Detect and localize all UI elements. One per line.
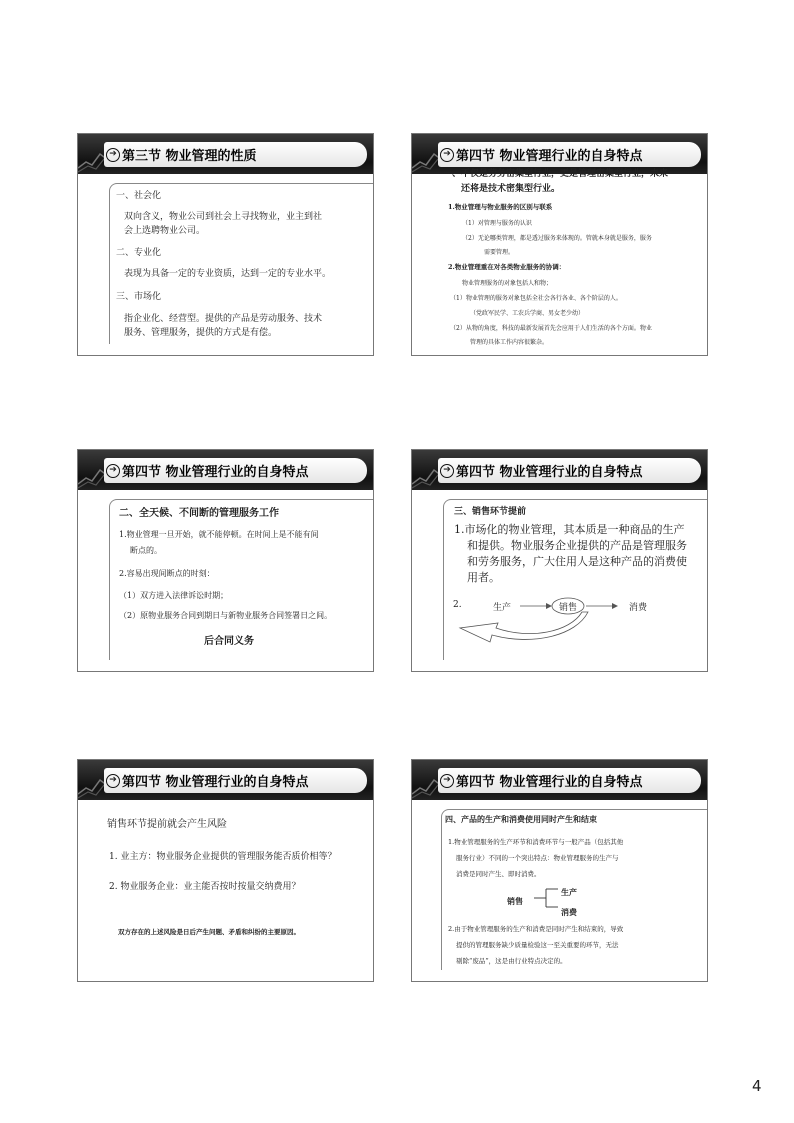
slide-title: 第四节 物业管理行业的自身特点: [122, 775, 309, 790]
body-text: （1）物业管理的服务对象包括全社会各行各业、各个阶层的人。: [450, 295, 622, 302]
body-text: 和提供。物业服务企业提供的产品是管理服务: [467, 539, 687, 552]
slide-header: [412, 450, 707, 490]
page-number: 4: [752, 1077, 762, 1095]
body-text: 消费是同时产生、即时消费。: [456, 870, 541, 878]
heading: 二、专业化: [116, 248, 162, 258]
body-text: 会上选聘物业公司。: [124, 226, 206, 236]
body-text: （1）对管理与服务的认识: [462, 220, 532, 227]
subheading: 1.物业管理与物业服务的区别与联系: [448, 203, 553, 211]
heading: 销售环节提前就会产生风险: [107, 819, 227, 830]
slide-header: [78, 134, 373, 174]
slide-header: [78, 760, 373, 800]
arrow-right-icon: ➔: [106, 774, 120, 788]
body-text: 表现为具备一定的专业资质，达到一定的专业水平。: [124, 269, 332, 279]
title-bar: [438, 768, 701, 793]
emphasis-text: 双方存在的上述风险是日后产生问题、矛盾和纠纷的主要原因。: [118, 928, 300, 936]
title-bar: [104, 142, 367, 167]
body-text: 1. 业主方：物业服务企业提供的管理服务能否质价相等？: [109, 852, 337, 862]
body-text: 物业管理服务的对象包括人和物；: [462, 280, 553, 287]
body-text: 提供的管理服务缺少质量检验这一至关重要的环节，无法: [456, 941, 619, 949]
heading: 还将是技术密集型行业。: [461, 184, 561, 194]
diagram-node-sales: 销售: [559, 603, 578, 613]
heading: 一、不仅是劳务密集型行业，更是管理密集型行业，未来: [443, 169, 669, 179]
slide-title: 第四节 物业管理行业的自身特点: [456, 775, 643, 790]
arrow-right-icon: ➔: [440, 464, 454, 478]
slide-1: [77, 133, 374, 356]
body-text: 剔除“废品”，这是由行业特点决定的。: [456, 957, 567, 965]
slide-title: 第四节 物业管理行业的自身特点: [456, 465, 643, 480]
body-text: （2）原物业服务合同到期日与新物业服务合同签署日之间。: [119, 611, 333, 620]
diagram-node-consumption: 消费: [561, 907, 577, 917]
subheading: 2.物业管理重在对各类物业服务的协调：: [448, 263, 566, 271]
emphasis-text: 后合同义务: [204, 636, 254, 647]
heading: 一、社会化: [116, 191, 162, 201]
body-text: 2.容易出现间断点的时刻：: [119, 569, 215, 578]
heading: 三、市场化: [116, 292, 162, 302]
body-text: （1）双方进入法律诉讼时期；: [119, 591, 229, 600]
body-text: 需要管理。: [484, 249, 515, 256]
diagram-node-production: 生产: [561, 887, 577, 897]
diagram-number: 2.: [453, 600, 462, 610]
slide-title: 第四节 物业管理行业的自身特点: [456, 149, 643, 164]
body-text: （2）无论哪类管理，都是透过服务来体现的。管就本身就是服务，服务: [462, 235, 652, 242]
diagram-node-consumption: 消费: [629, 603, 648, 613]
arrow-right-icon: ➔: [440, 774, 454, 788]
slide-5: [77, 759, 374, 982]
body-text: 2.由于物业管理服务的生产和消费是同时产生和结束的，导致: [448, 925, 624, 933]
heading: 二、全天候、不间断的管理服务工作: [119, 508, 279, 519]
body-text: 指企业化、经营型。提供的产品是劳动服务、技术: [124, 314, 323, 324]
slide-header: [78, 450, 373, 490]
slide-header: [412, 760, 707, 800]
body-text: 服务、管理服务，提供的方式是有偿。: [124, 328, 278, 338]
body-text: 断点的。: [130, 546, 162, 555]
body-text: 2. 物业服务企业：业主能否按时按量交纳费用？: [109, 882, 301, 892]
slide-3: [77, 449, 374, 672]
arrow-right-icon: ➔: [106, 148, 120, 162]
body-text: （党政军民学、工农兵学商、男女老少幼）: [470, 310, 585, 317]
body-text: 管理的具体工作内容很繁杂。: [470, 339, 549, 346]
title-bar: [438, 142, 701, 167]
arrow-right-icon: ➔: [106, 464, 120, 478]
heading: 四、产品的生产和消费使用同时产生和结束: [445, 814, 597, 824]
title-bar: [438, 458, 701, 483]
heading: 三、销售环节提前: [454, 507, 527, 517]
body-text: 1.物业管理一旦开始，就不能停顿。在时间上是不能有间: [119, 530, 319, 539]
body-text: 和劳务服务，广大住用人是这种产品的消费使: [467, 555, 687, 568]
diagram-node-production: 生产: [493, 603, 512, 613]
body-text: （2）从物的角度，科技的最新发展首先会应用于人们生活的各个方面。物业: [450, 325, 652, 332]
body-text: 1.物业管理服务的生产环节和消费环节与一般产品（包括其他: [448, 838, 624, 846]
slide-title: 第三节 物业管理的性质: [122, 149, 257, 164]
title-bar: [104, 768, 367, 793]
diagram-node-sales: 销售: [507, 896, 523, 906]
slide-4: [411, 449, 708, 672]
body-text: 服务行业）不同的一个突出特点：物业管理服务的生产与: [456, 854, 619, 862]
title-bar: [104, 458, 367, 483]
body-text: 用者。: [467, 571, 500, 584]
arrow-right-icon: ➔: [440, 148, 454, 162]
slide-6: [411, 759, 708, 982]
body-text: 双向含义，物业公司到社会上寻找物业，业主到社: [124, 212, 323, 222]
slide-title: 第四节 物业管理行业的自身特点: [122, 465, 309, 480]
body-text: 1.市场化的物业管理，其本质是一种商品的生产: [454, 523, 685, 536]
slide-2: [411, 133, 708, 356]
split-diagram: [532, 886, 560, 910]
